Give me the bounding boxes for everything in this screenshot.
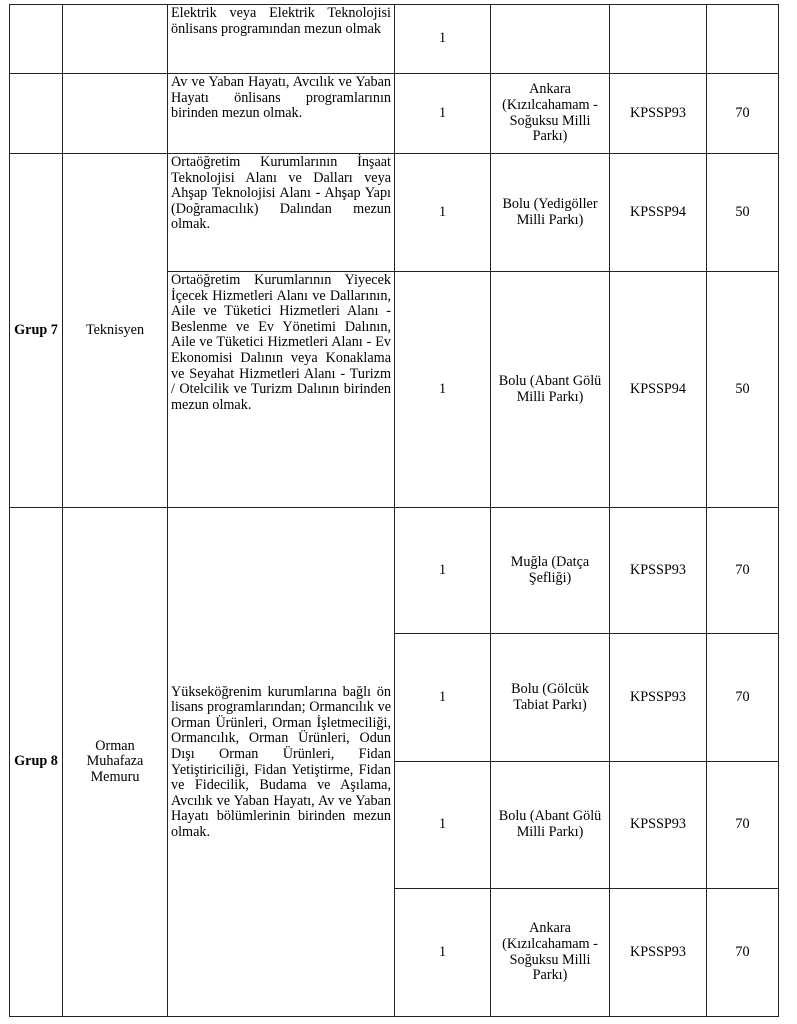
position-title: Teknisyen bbox=[63, 154, 168, 508]
condition-cell: Ortaöğretim Kurumlarının İnşaat Teknolojisi Alanı ve Dalları veya Ahşap Teknolojisi Alanı - Ahşap Yapı (Doğramacılık) Dalından mezun olmak. bbox=[168, 154, 395, 272]
location-cell: Bolu (Gölcük Tabiat Parkı) bbox=[491, 634, 610, 762]
score-cell bbox=[707, 5, 779, 74]
location-cell: Bolu (Yedigöller Milli Parkı) bbox=[491, 154, 610, 272]
code-cell: KPSSP93 bbox=[610, 889, 707, 1017]
code-cell: KPSSP93 bbox=[610, 762, 707, 889]
count-cell: 1 bbox=[395, 154, 491, 272]
score-cell: 50 bbox=[707, 154, 779, 272]
code-cell: KPSSP93 bbox=[610, 508, 707, 634]
count-cell: 1 bbox=[395, 74, 491, 154]
position-title: Orman Muhafaza Memuru bbox=[63, 508, 168, 1017]
code-cell: KPSSP94 bbox=[610, 154, 707, 272]
positions-table bbox=[9, 4, 779, 1017]
group-label: Grup 8 bbox=[10, 508, 63, 1017]
group-cell bbox=[10, 5, 63, 74]
table-row bbox=[10, 74, 779, 154]
condition-cell: Ortaöğretim Kurumlarının Yiyecek İçecek Hizmetleri Alanı ve Dallarının, Aile ve Tüketici Hizmetleri Alanı - Beslenme ve Ev Yönetimi Dalının, Aile ve Tüketici Hizmetleri Alanı - Ev Ekonomisi Dalının veya Konaklama ve Seyahat Hizmetleri Alanı - Turizm / Otelcilik ve Turizm Dalının birinden mezun olmak. bbox=[168, 272, 395, 508]
count-cell: 1 bbox=[395, 762, 491, 889]
table-row bbox=[10, 5, 779, 74]
score-cell: 70 bbox=[707, 762, 779, 889]
count-cell: 1 bbox=[395, 5, 491, 74]
score-cell: 70 bbox=[707, 74, 779, 154]
code-cell: KPSSP93 bbox=[610, 74, 707, 154]
location-cell: Bolu (Abant Gölü Milli Parkı) bbox=[491, 762, 610, 889]
location-cell bbox=[491, 5, 610, 74]
score-cell: 70 bbox=[707, 634, 779, 762]
score-cell: 70 bbox=[707, 508, 779, 634]
condition-cell: Yükseköğrenim kurumlarına bağlı ön lisans programlarından; Ormancılık ve Orman Ürünleri, Orman İşletmeciliği, Ormancılık, Orman Ürünleri, Odun Dışı Orman Ürünleri, Fidan Yetiştiriciliği, Fidan Yetiştirme, Fidan ve Fidecilik, Budama ve Aşılama, Avcılık ve Yaban Hayatı, Av ve Yaban Hayatı bölümlerinin birinden mezun olmak. bbox=[168, 508, 395, 1017]
count-cell: 1 bbox=[395, 634, 491, 762]
score-cell: 50 bbox=[707, 272, 779, 508]
title-cell bbox=[63, 74, 168, 154]
count-cell: 1 bbox=[395, 272, 491, 508]
code-cell bbox=[610, 5, 707, 74]
table-row bbox=[10, 154, 779, 272]
count-cell: 1 bbox=[395, 889, 491, 1017]
location-cell: Ankara (Kızılcahamam - Soğuksu Milli Parkı) bbox=[491, 74, 610, 154]
condition-cell: Elektrik veya Elektrik Teknolojisi önlisans programından mezun olmak bbox=[168, 5, 395, 74]
location-cell: Muğla (Datça Şefliği) bbox=[491, 508, 610, 634]
code-cell: KPSSP94 bbox=[610, 272, 707, 508]
code-cell: KPSSP93 bbox=[610, 634, 707, 762]
location-cell: Ankara (Kızılcahamam - Soğuksu Milli Parkı) bbox=[491, 889, 610, 1017]
condition-cell: Av ve Yaban Hayatı, Avcılık ve Yaban Hayatı önlisans programlarının birinden mezun olmak. bbox=[168, 74, 395, 154]
group-label: Grup 7 bbox=[10, 154, 63, 508]
location-cell: Bolu (Abant Gölü Milli Parkı) bbox=[491, 272, 610, 508]
count-cell: 1 bbox=[395, 508, 491, 634]
score-cell: 70 bbox=[707, 889, 779, 1017]
group-cell bbox=[10, 74, 63, 154]
table-row bbox=[10, 508, 779, 634]
title-cell bbox=[63, 5, 168, 74]
